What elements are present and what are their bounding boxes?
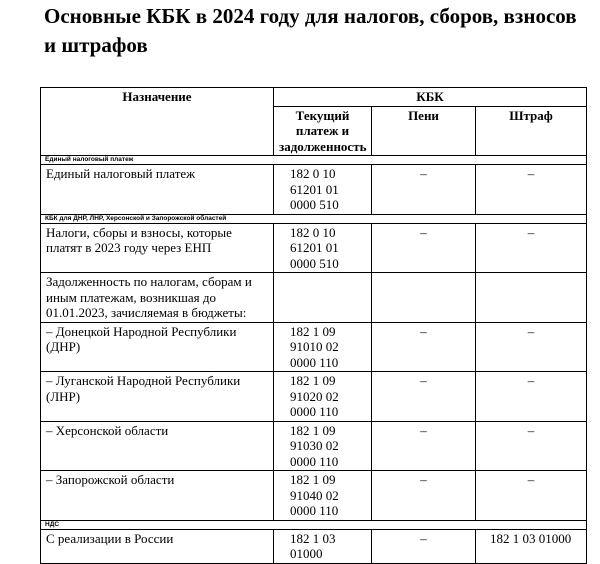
cell-current-kbk: 182 1 09 91020 02 0000 110 — [274, 372, 372, 422]
header-kbk: КБК — [274, 88, 587, 107]
cell-fine-kbk: – — [476, 322, 587, 372]
table-row — [41, 529, 587, 563]
cell-name: – Донецкой Народной Республики (ДНР) — [41, 322, 274, 372]
table-row — [41, 372, 587, 422]
cell-fine-kbk — [476, 273, 587, 323]
cell-fine-kbk: 182 1 03 01000 — [476, 529, 587, 563]
cell-fine-kbk: – — [476, 471, 587, 521]
cell-name: – Херсонской области — [41, 421, 274, 471]
cell-name: Единый налоговый платеж — [41, 165, 274, 215]
cell-penalty-kbk: – — [372, 322, 476, 372]
cell-fine-kbk: – — [476, 421, 587, 471]
cell-name: – Запорожской области — [41, 471, 274, 521]
cell-current-kbk — [274, 273, 372, 323]
cell-current-kbk: 182 1 09 91030 02 0000 110 — [274, 421, 372, 471]
table-row — [41, 223, 587, 273]
header-current: Текущий платеж и задолженность — [274, 106, 372, 156]
section-label: КБК для ДНР, ЛНР, Херсонской и Запорожской областей — [41, 214, 587, 223]
cell-fine-kbk: – — [476, 165, 587, 215]
cell-current-kbk: 182 0 10 61201 01 0000 510 — [274, 223, 372, 273]
cell-penalty-kbk: – — [372, 421, 476, 471]
section-row — [41, 156, 587, 165]
section-label: Единый налоговый платеж — [41, 156, 587, 165]
cell-current-kbk: 182 1 09 91040 02 0000 110 — [274, 471, 372, 521]
cell-penalty-kbk: – — [372, 471, 476, 521]
cell-name: – Луганской Народной Республики (ЛНР) — [41, 372, 274, 422]
cell-penalty-kbk — [372, 273, 476, 323]
cell-current-kbk: 182 1 09 91010 02 0000 110 — [274, 322, 372, 372]
table-row — [41, 322, 587, 372]
cell-name: Налоги, сборы и взносы, которые платят в 2023 году через ЕНП — [41, 223, 274, 273]
cell-penalty-kbk: – — [372, 165, 476, 215]
section-row — [41, 214, 587, 223]
table-row — [41, 421, 587, 471]
cell-penalty-kbk: – — [372, 372, 476, 422]
table-row — [41, 165, 587, 215]
cell-penalty-kbk: – — [372, 223, 476, 273]
cell-name: Задолженность по налогам, сборам и иным платежам, возникшая до 01.01.2023, зачисляемая в бюджеты: — [41, 273, 274, 323]
cell-fine-kbk: – — [476, 372, 587, 422]
table-body — [41, 156, 587, 564]
cell-penalty-kbk: – — [372, 529, 476, 563]
header-fine: Штраф — [476, 106, 587, 156]
kbk-table — [40, 87, 587, 564]
table-header — [41, 88, 587, 156]
section-row — [41, 520, 587, 529]
table-row — [41, 273, 587, 323]
header-penalty: Пени — [372, 106, 476, 156]
table-row — [41, 471, 587, 521]
cell-current-kbk: 182 0 10 61201 01 0000 510 — [274, 165, 372, 215]
cell-fine-kbk: – — [476, 223, 587, 273]
section-label: НДС — [41, 520, 587, 529]
cell-current-kbk: 182 1 03 01000 — [274, 529, 372, 563]
cell-name: С реализации в России — [41, 529, 274, 563]
page-title: Основные КБК в 2024 году для налогов, сборов, взносов и штрафов — [44, 4, 577, 57]
header-purpose: Назначение — [41, 88, 274, 156]
